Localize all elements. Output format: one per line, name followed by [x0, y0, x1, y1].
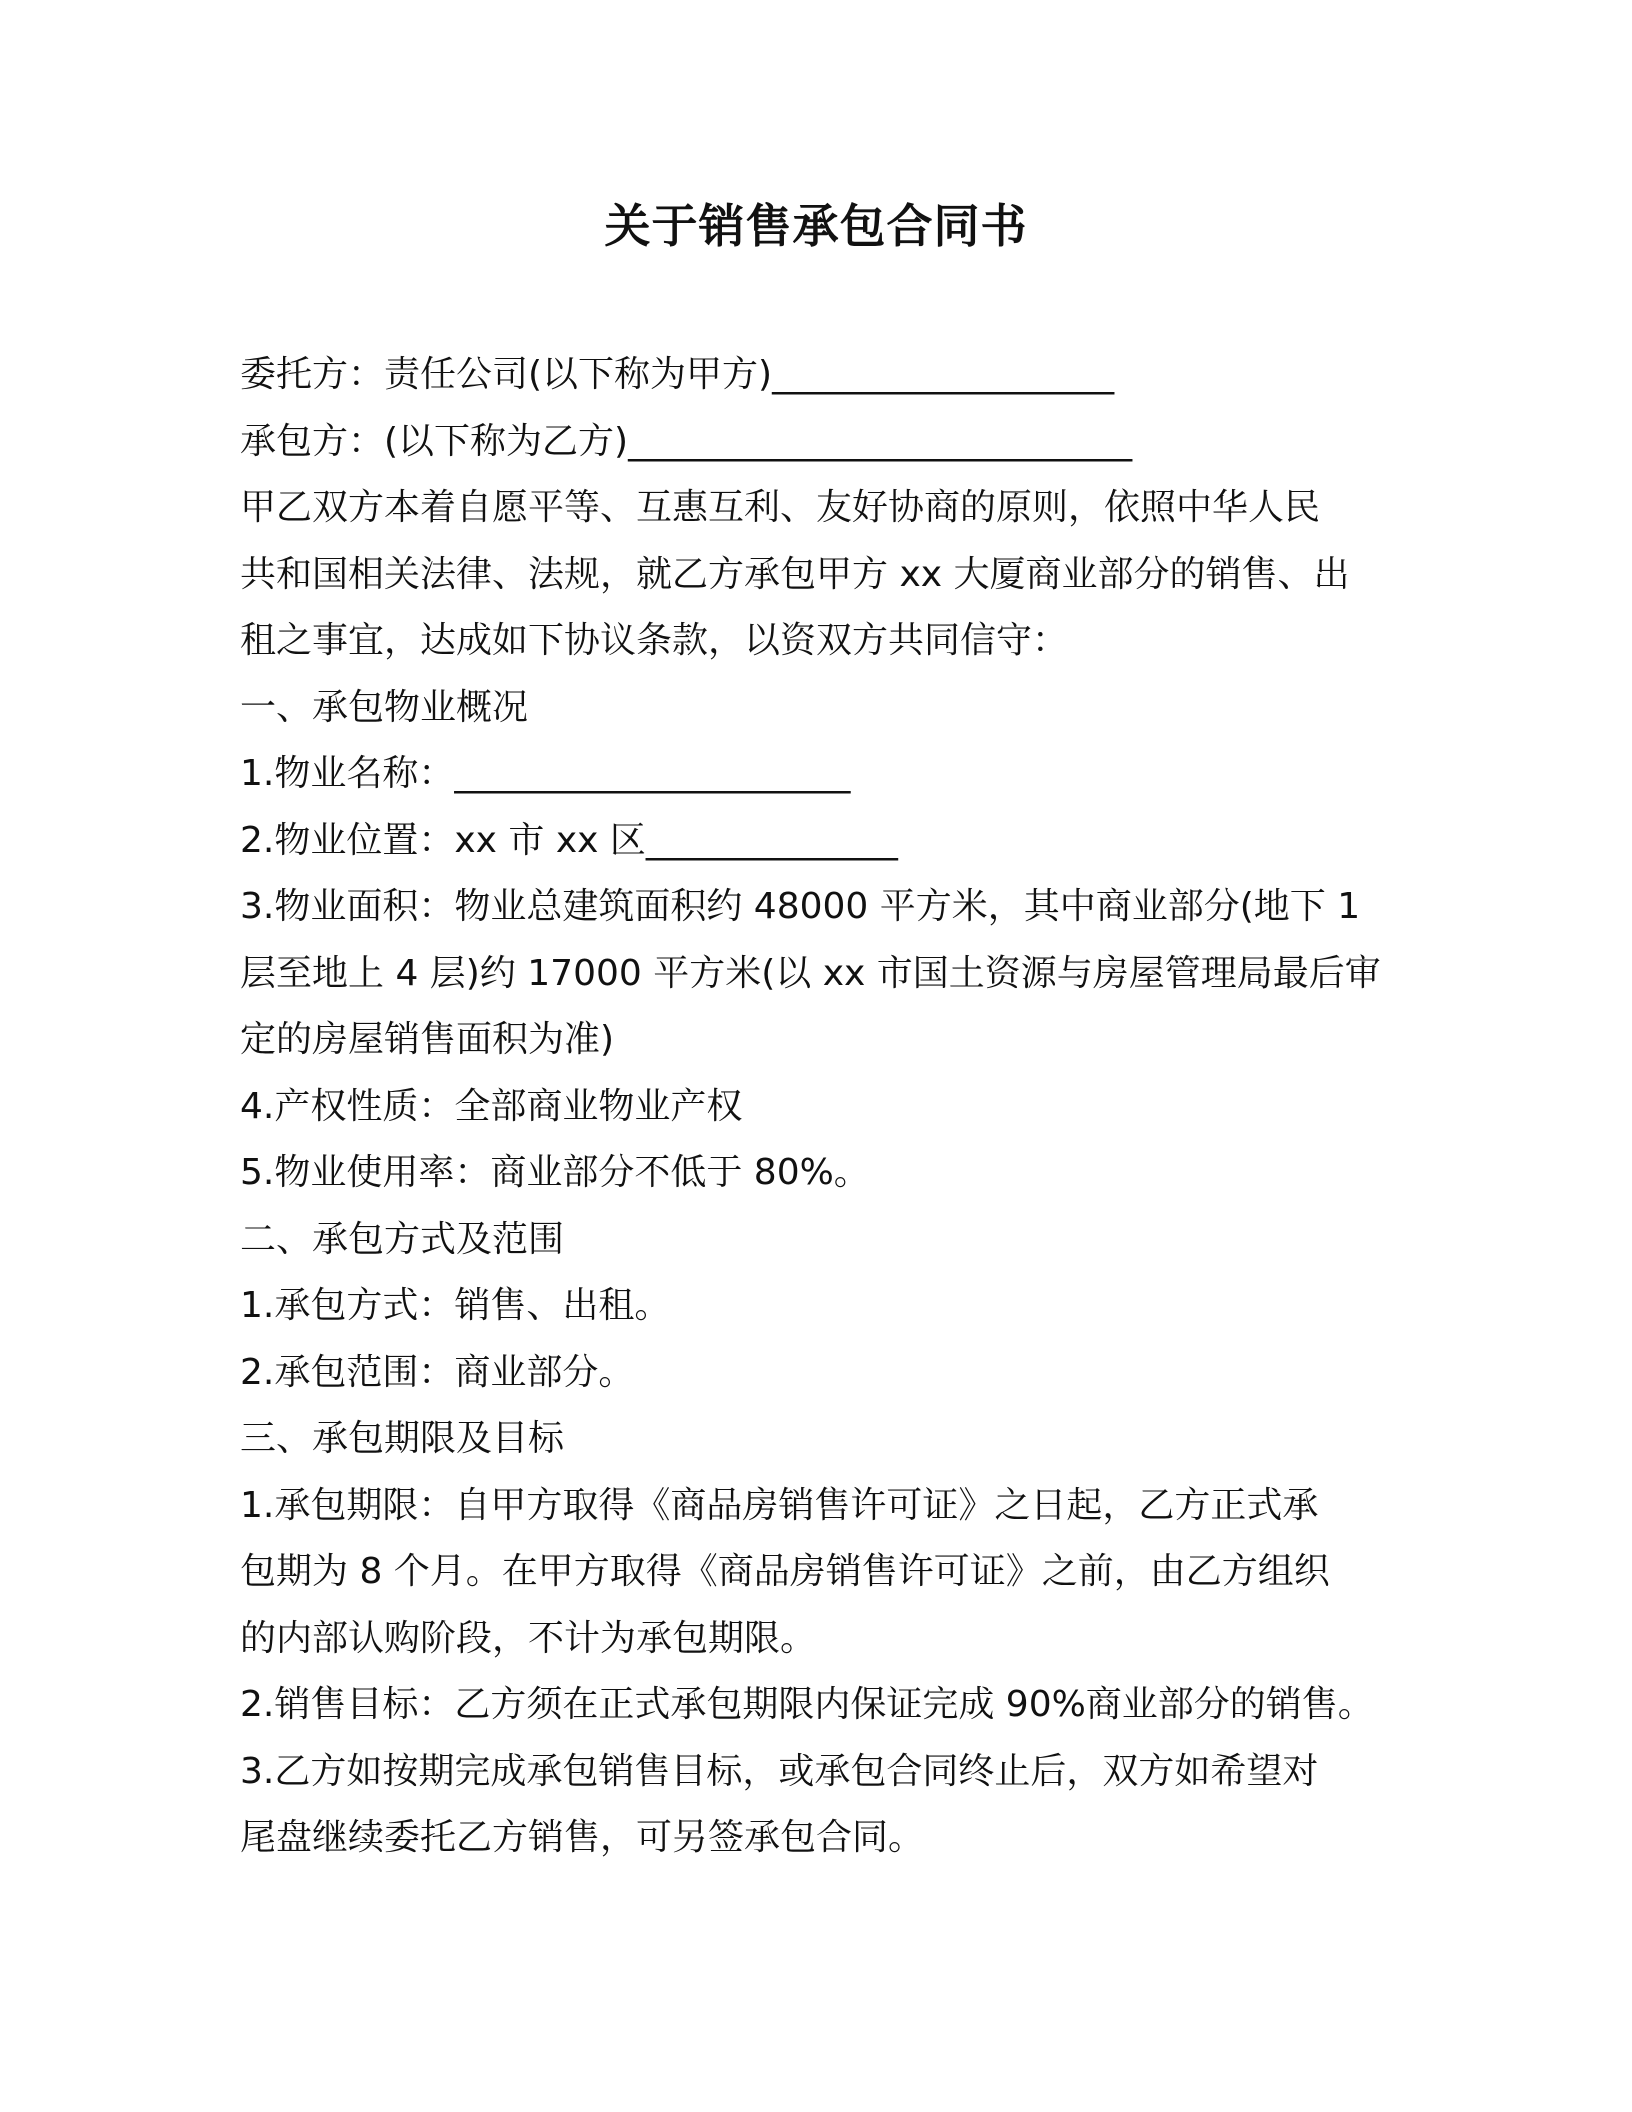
property-location-line: 2.物业位置：xx 市 xx 区______________: [240, 819, 898, 861]
property-area-line-3: 定的房屋销售面积为准): [240, 1019, 615, 1060]
contract-term-line-3: 的内部认购阶段，不计为承包期限。: [240, 1617, 817, 1659]
contract-scope-line: 2.承包范围：商业部分。: [240, 1351, 635, 1393]
property-area-line-1: 3.物业面积：物业总建筑面积约 48000 平方米，其中商业部分(地下 1: [240, 886, 1361, 927]
contract-method-line: 1.承包方式：销售、出租。: [240, 1285, 671, 1326]
document-title: 关于销售承包合同书: [604, 199, 1028, 253]
sales-target-line: 2.销售目标：乙方须在正式承包期限内保证完成 90%商业部分的销售。: [240, 1684, 1374, 1725]
renewal-line-1: 3.乙方如按期完成承包销售目标，或承包合同终止后，双方如希望对: [240, 1750, 1319, 1792]
preamble-line-2: 共和国相关法律、法规，就乙方承包甲方 xx 大厦商业部分的销售、出: [240, 553, 1350, 595]
contract-term-line-1: 1.承包期限：自甲方取得《商品房销售许可证》之日起，乙方正式承: [240, 1484, 1319, 1526]
document-body: [240, 342, 1420, 1872]
property-usage-line: 5.物业使用率：商业部分不低于 80%。: [240, 1152, 870, 1193]
preamble-line-3: 租之事宜，达成如下协议条款，以资双方共同信守：: [240, 620, 1069, 661]
contract-term-line-2: 包期为 8 个月。在甲方取得《商品房销售许可证》之前，由乙方组织: [240, 1551, 1330, 1592]
section-heading-2: 二、承包方式及范围: [240, 1218, 565, 1260]
section-heading-1: 一、承包物业概况: [240, 686, 529, 728]
property-area-line-2: 层至地上 4 层)约 17000 平方米(以 xx 市国土资源与房屋管理局最后审: [240, 952, 1381, 994]
property-name-line: 1.物业名称：______________________: [240, 753, 851, 794]
renewal-line-2: 尾盘继续委托乙方销售，可另签承包合同。: [240, 1817, 925, 1858]
property-rights-line: 4.产权性质：全部商业物业产权: [240, 1085, 743, 1127]
party-a-line: 委托方：责任公司(以下称为甲方)___________________: [240, 354, 1115, 395]
section-heading-3: 三、承包期限及目标: [240, 1418, 565, 1459]
party-b-line: 承包方：(以下称为乙方)____________________________: [240, 420, 1133, 462]
preamble-line-1: 甲乙双方本着自愿平等、互惠互利、友好协商的原则，依照中华人民: [240, 487, 1321, 528]
